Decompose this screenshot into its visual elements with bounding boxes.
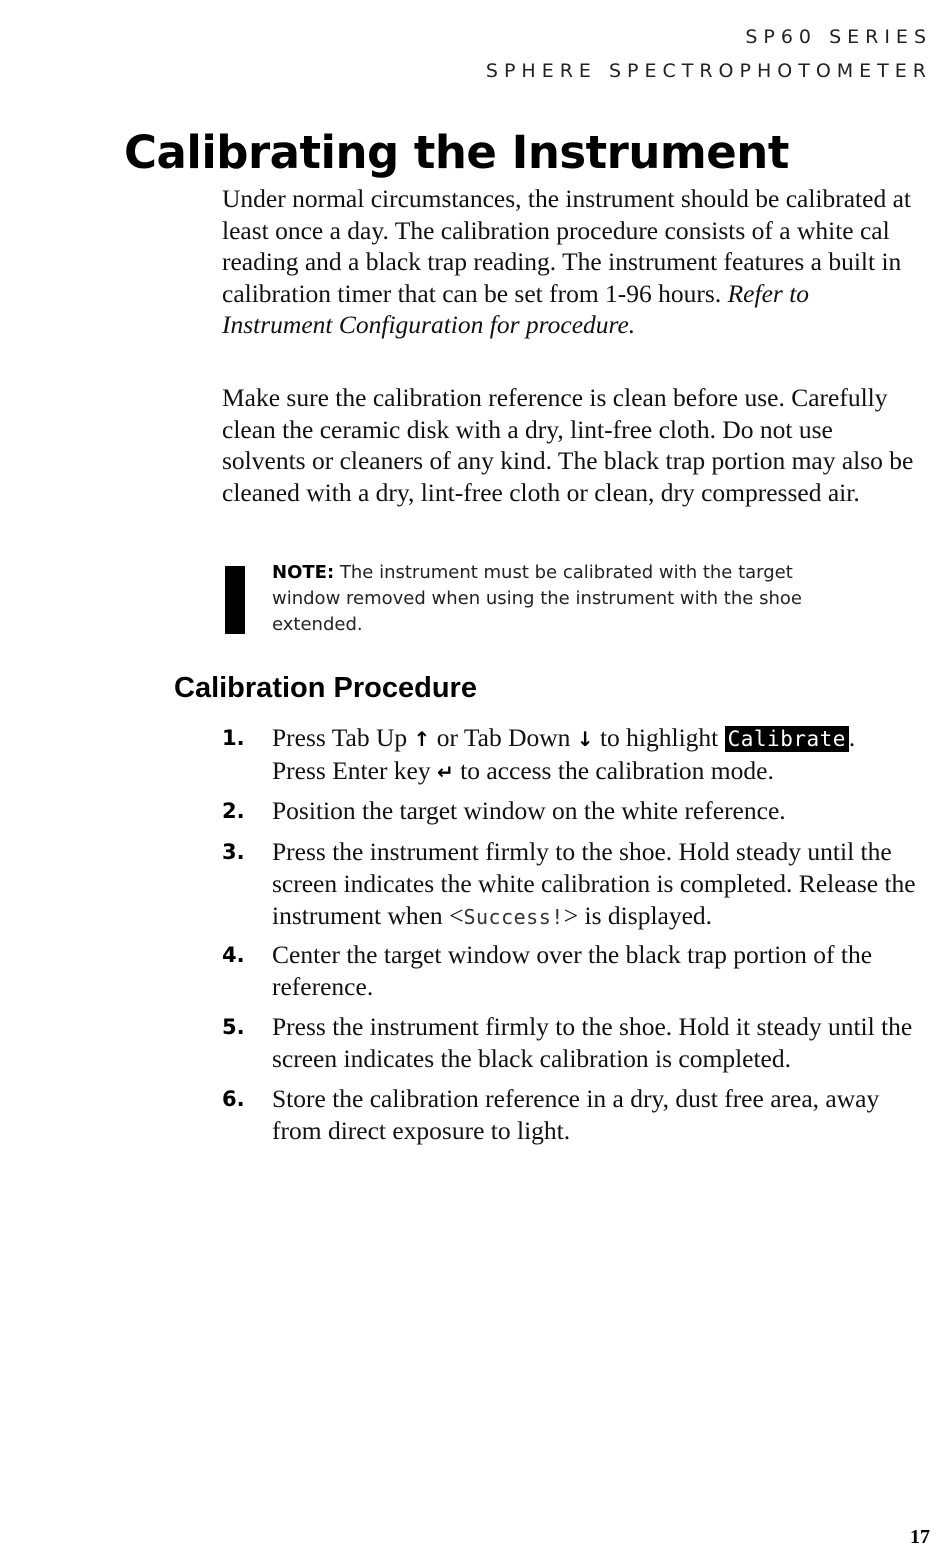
header-series: SP60 SERIES	[745, 26, 932, 48]
step-number: 1.	[222, 726, 245, 750]
step-text: Store the calibration reference in a dry, dust free area, away from direct exposure to light.	[272, 1084, 880, 1145]
intro-text: Under normal circumstances, the instrument should be calibrated at least once a day. The calibration procedure consists of a white cal reading and a black trap reading. The instrument features a built in calibration timer that can be set from 1-96 hours.	[222, 184, 911, 308]
enter-key-icon: ↵	[437, 760, 454, 784]
note-block	[272, 560, 842, 638]
note-text: The instrument must be calibrated with the target window removed when using the instrument with the shoe extended.	[272, 562, 802, 635]
header-product: SPHERE SPECTROPHOTOMETER	[485, 60, 932, 82]
lcd-calibrate-highlight: Calibrate	[725, 726, 849, 752]
step-text	[272, 836, 934, 933]
step-text-part: to access the calibration mode.	[460, 756, 774, 785]
note-label: NOTE:	[272, 562, 335, 583]
step-text-part: >	[563, 901, 579, 930]
step-text-part: .	[848, 723, 856, 752]
page-number: 17	[910, 1526, 930, 1548]
step-text-part: or Tab Down	[436, 723, 571, 752]
intro-paragraph	[222, 183, 922, 341]
step-text	[272, 722, 934, 788]
step-number: 5.	[222, 1015, 245, 1039]
step-number: 4.	[222, 943, 245, 967]
step-number: 3.	[222, 840, 245, 864]
arrow-down-icon: ↓	[576, 727, 594, 751]
arrow-up-icon: ↑	[413, 727, 431, 751]
step-text: Center the target window over the black trap portion of the reference.	[272, 940, 873, 1001]
section-heading: Calibration Procedure	[174, 672, 477, 704]
step-text-part: is displayed.	[584, 901, 713, 930]
step-number: 2.	[222, 799, 245, 823]
step-text-part: Press Enter key	[272, 756, 431, 785]
page-title: Calibrating the Instrument	[124, 126, 789, 179]
lcd-success-message: Success!	[463, 905, 564, 929]
step-text-part: <	[449, 901, 464, 930]
config-reference: Refer to Instrument Configuration for procedure.	[222, 278, 810, 340]
step-text-part: Press the instrument firmly to the shoe. Hold steady until the screen indicates the white calibration is completed. Release the instrument when	[272, 837, 916, 930]
step-text-part: Press Tab Up	[272, 723, 408, 752]
step-number: 6.	[222, 1087, 245, 1111]
note-bar-icon	[225, 566, 245, 634]
cleaning-paragraph: Make sure the calibration reference is clean before use. Carefully clean the ceramic disk with a dry, lint-free cloth. Do not use solvents or cleaners of any kind. The black trap portion may also be cleaned with a dry, lint-free cloth or clean, dry compressed air.	[222, 383, 914, 507]
step-text-part: to highlight	[599, 723, 719, 752]
step-text: Press the instrument firmly to the shoe. Hold it steady until the screen indicates the black calibration is completed.	[272, 1012, 913, 1073]
step-text: Position the target window on the white reference.	[272, 796, 786, 825]
